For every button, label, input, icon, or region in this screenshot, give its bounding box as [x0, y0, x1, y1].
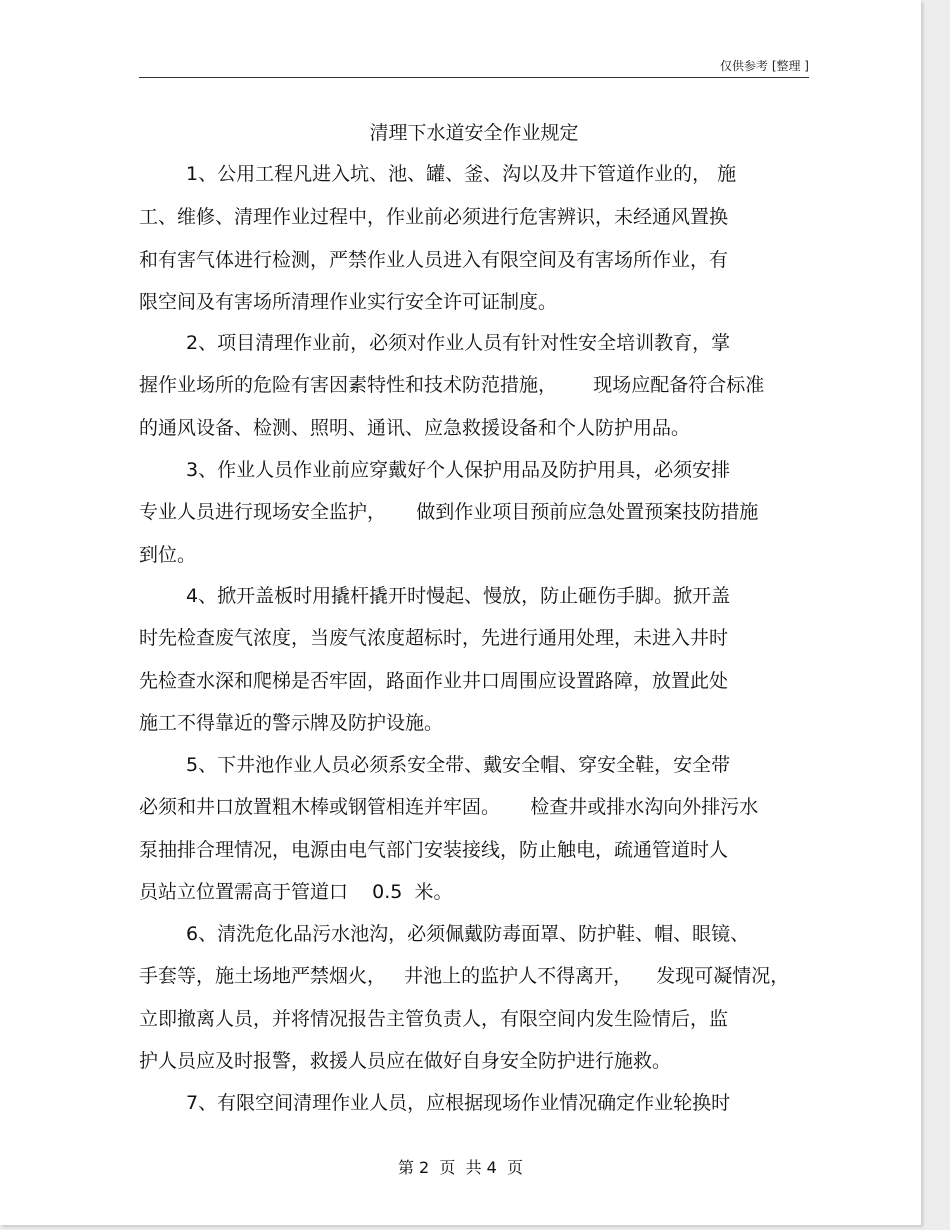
paragraph-line: 7、有限空间清理作业人员，应根据现场作业情况确定作业轮换时 — [186, 1092, 731, 1114]
paragraph-line: 员站立位置需高于管道口 0.5 米。 — [139, 881, 453, 903]
document-title: 清理下水道安全作业规定 — [369, 122, 579, 144]
paragraph-line: 专业人员进行现场安全监护， 做到作业项目预前应急处置预案技防措施 — [139, 501, 759, 523]
paragraph-line: 握作业场所的危险有害因素特性和技术防范措施， 现场应配备符合标准 — [139, 374, 765, 396]
paragraph-line: 施工不得靠近的警示牌及防护设施。 — [139, 712, 444, 734]
paragraph-line: 限空间及有害场所清理作业实行安全许可证制度。 — [139, 291, 558, 313]
paragraph-line: 到位。 — [139, 544, 197, 566]
paragraph-line: 工、维修、清理作业过程中，作业前必须进行危害辨识，未经通风置换 — [139, 206, 729, 228]
paragraph-line: 1、公用工程凡进入坑、池、罐、釜、沟以及井下管道作业的， 施 — [186, 163, 737, 185]
paragraph-line: 时先检查废气浓度，当废气浓度超标时，先进行通用处理，未进入井时 — [139, 627, 729, 649]
page-number: 第 2 页 共 4 页 — [397, 1158, 524, 1177]
paragraph-line: 5、下井池作业人员必须系安全带、戴安全帽、穿安全鞋，安全带 — [186, 754, 731, 776]
paragraph-line: 的通风设备、检测、照明、通讯、应急救援设备和个人防护用品。 — [139, 417, 691, 439]
header-note: 仅供参考 [整理 ] — [720, 59, 809, 73]
paragraph-line: 3、作业人员作业前应穿戴好个人保护用品及防护用具，必须安排 — [186, 459, 731, 481]
paragraph-line: 和有害气体进行检测，严禁作业人员进入有限空间及有害场所作业，有 — [139, 249, 729, 271]
paragraph-line: 必须和井口放置粗木棒或钢管相连并牢固。 检查井或排水沟向外排污水 — [139, 796, 759, 818]
paragraph-line: 2、项目清理作业前，必须对作业人员有针对性安全培训教育，掌 — [186, 332, 731, 354]
paragraph-line: 护人员应及时报警，救援人员应在做好自身安全防护进行施救。 — [139, 1050, 672, 1072]
paragraph-line: 4、掀开盖板时用撬杆撬开时慢起、慢放，防止砸伤手脚。掀开盖 — [186, 585, 731, 607]
paragraph-line: 先检查水深和爬梯是否牢固，路面作业井口周围应设置路障，放置此处 — [139, 670, 729, 692]
paragraph-line: 立即撤离人员，并将情况报告主管负责人，有限空间内发生险情后，监 — [139, 1008, 729, 1030]
paragraph-line: 泵抽排合理情况，电源由电气部门安装接线，防止触电，疏通管道时人 — [139, 839, 729, 861]
paragraph-line: 6、清洗危化品污水池沟，必须佩戴防毒面罩、防护鞋、帽、眼镜、 — [186, 923, 750, 945]
paragraph-line: 手套等，施土场地严禁烟火， 井池上的监护人不得离开， 发现可凝情况， — [139, 965, 790, 987]
header-divider — [139, 77, 809, 78]
